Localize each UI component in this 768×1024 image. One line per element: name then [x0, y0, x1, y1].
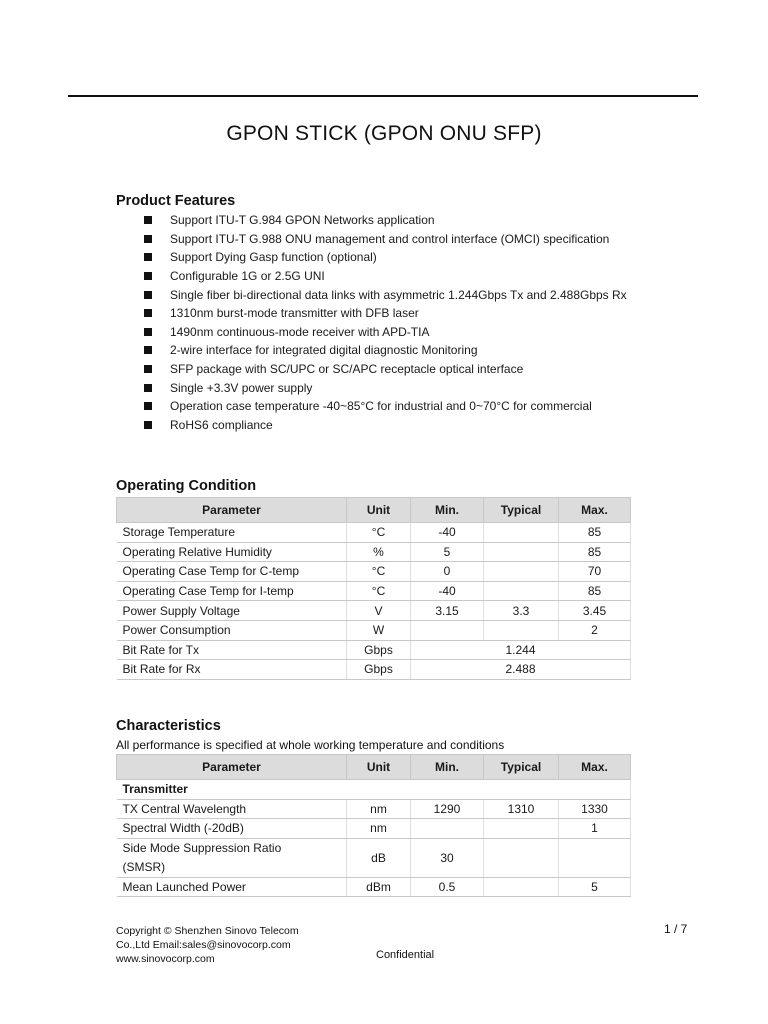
- copyright-line-1: Copyright © Shenzhen Sinovo Telecom: [116, 925, 299, 937]
- unit-cell: °C: [347, 562, 411, 582]
- min-cell: 1290: [411, 799, 484, 819]
- feature-item: [144, 323, 627, 342]
- feature-item: [144, 378, 627, 397]
- table-row: [117, 601, 631, 621]
- table-row: [117, 819, 631, 839]
- feature-item: [144, 360, 627, 379]
- parameter-cell: [117, 838, 347, 877]
- operating-condition-heading: Operating Condition: [116, 478, 257, 494]
- unit-cell: °C: [347, 581, 411, 601]
- typical-cell: [484, 542, 559, 562]
- max-cell: 70: [559, 562, 631, 582]
- table-header-row: [117, 755, 631, 780]
- header-min: Min.: [411, 755, 484, 780]
- header-max: Max.: [559, 498, 631, 523]
- table-header-row: [117, 498, 631, 523]
- square-bullet-icon: [144, 328, 152, 336]
- transmitter-subheading-row: [117, 780, 631, 800]
- parameter-cell: Mean Launched Power: [117, 877, 347, 897]
- parameter-cell: Operating Relative Humidity: [117, 542, 347, 562]
- typical-cell: [484, 523, 559, 543]
- feature-item: [144, 285, 627, 304]
- table-row: [117, 660, 631, 680]
- unit-cell: Gbps: [347, 640, 411, 660]
- min-cell: [411, 819, 484, 839]
- table-row: [117, 640, 631, 660]
- square-bullet-icon: [144, 384, 152, 392]
- square-bullet-icon: [144, 291, 152, 299]
- max-cell: 85: [559, 542, 631, 562]
- feature-text: Configurable 1G or 2.5G UNI: [170, 269, 325, 284]
- min-cell: 5: [411, 542, 484, 562]
- table-row: [117, 838, 631, 877]
- document-title: GPON STICK (GPON ONU SFP): [226, 122, 542, 145]
- parameter-cell: Bit Rate for Rx: [117, 660, 347, 680]
- unit-cell: dB: [347, 838, 411, 877]
- product-features-heading: Product Features: [116, 193, 236, 209]
- header-parameter: Parameter: [117, 498, 347, 523]
- unit-cell: nm: [347, 799, 411, 819]
- footer-copyright: [116, 924, 299, 966]
- min-cell: -40: [411, 581, 484, 601]
- operating-condition-table: [116, 497, 631, 680]
- typical-cell: [484, 877, 559, 897]
- min-cell: 3.15: [411, 601, 484, 621]
- typical-cell: [484, 838, 559, 877]
- unit-cell: nm: [347, 819, 411, 839]
- square-bullet-icon: [144, 346, 152, 354]
- table-row: [117, 562, 631, 582]
- square-bullet-icon: [144, 253, 152, 261]
- feature-item: [144, 230, 627, 249]
- feature-text: 1490nm continuous-mode receiver with APD-TIA: [170, 324, 430, 339]
- feature-list: [144, 211, 627, 434]
- typical-cell: 1310: [484, 799, 559, 819]
- feature-text: Single +3.3V power supply: [170, 380, 313, 395]
- header-typical: Typical: [484, 755, 559, 780]
- parameter-cell: Bit Rate for Tx: [117, 640, 347, 660]
- min-cell: -40: [411, 523, 484, 543]
- square-bullet-icon: [144, 216, 152, 224]
- feature-text: Single fiber bi-directional data links with asymmetric 1.244Gbps Tx and 2.488Gbps Rx: [170, 287, 627, 302]
- feature-text: Operation case temperature -40~85°C for industrial and 0~70°C for commercial: [170, 399, 592, 414]
- min-cell: [411, 620, 484, 640]
- feature-text: Support ITU-T G.988 ONU management and control interface (OMCI) specification: [170, 231, 610, 246]
- max-cell: 2: [559, 620, 631, 640]
- max-cell: 3.45: [559, 601, 631, 621]
- typical-cell: [484, 581, 559, 601]
- value-cell: 2.488: [411, 660, 631, 680]
- top-rule: [68, 95, 698, 97]
- feature-item: [144, 267, 627, 286]
- min-cell: 30: [411, 838, 484, 877]
- feature-item: [144, 341, 627, 360]
- feature-text: RoHS6 compliance: [170, 417, 273, 432]
- unit-cell: %: [347, 542, 411, 562]
- typical-cell: 3.3: [484, 601, 559, 621]
- feature-text: Support Dying Gasp function (optional): [170, 250, 377, 265]
- characteristics-description: All performance is specified at whole working temperature and conditions: [116, 738, 505, 752]
- feature-item: [144, 304, 627, 323]
- feature-item: [144, 416, 627, 435]
- website-text: www.sinovocorp.com: [116, 953, 215, 965]
- typical-cell: [484, 620, 559, 640]
- feature-item: [144, 397, 627, 416]
- max-cell: 85: [559, 581, 631, 601]
- feature-text: 2-wire interface for integrated digital diagnostic Monitoring: [170, 343, 478, 358]
- characteristics-table: [116, 754, 631, 897]
- feature-item: [144, 211, 627, 230]
- square-bullet-icon: [144, 365, 152, 373]
- min-cell: 0.5: [411, 877, 484, 897]
- table-row: [117, 581, 631, 601]
- parameter-cell: Storage Temperature: [117, 523, 347, 543]
- feature-text: 1310nm burst-mode transmitter with DFB laser: [170, 306, 419, 321]
- max-cell: 1: [559, 819, 631, 839]
- table-row: [117, 542, 631, 562]
- unit-cell: W: [347, 620, 411, 640]
- table-row: [117, 620, 631, 640]
- parameter-cell: Operating Case Temp for I-temp: [117, 581, 347, 601]
- page-number: 1 / 7: [664, 922, 688, 936]
- min-cell: 0: [411, 562, 484, 582]
- smsr-label-line-2: (SMSR): [122, 859, 166, 874]
- square-bullet-icon: [144, 421, 152, 429]
- header-max: Max.: [559, 755, 631, 780]
- transmitter-subheading: Transmitter: [117, 780, 631, 800]
- value-cell: 1.244: [411, 640, 631, 660]
- table-row: [117, 877, 631, 897]
- table-row: [117, 523, 631, 543]
- square-bullet-icon: [144, 309, 152, 317]
- feature-item: [144, 248, 627, 267]
- parameter-cell: Power Consumption: [117, 620, 347, 640]
- table-row: [117, 799, 631, 819]
- feature-text: Support ITU-T G.984 GPON Networks application: [170, 213, 435, 228]
- parameter-cell: Power Supply Voltage: [117, 601, 347, 621]
- unit-cell: V: [347, 601, 411, 621]
- header-typical: Typical: [484, 498, 559, 523]
- unit-cell: dBm: [347, 877, 411, 897]
- square-bullet-icon: [144, 272, 152, 280]
- feature-text: SFP package with SC/UPC or SC/APC receptacle optical interface: [170, 362, 524, 377]
- square-bullet-icon: [144, 402, 152, 410]
- header-min: Min.: [411, 498, 484, 523]
- parameter-cell: Spectral Width (-20dB): [117, 819, 347, 839]
- header-unit: Unit: [347, 755, 411, 780]
- max-cell: 1330: [559, 799, 631, 819]
- typical-cell: [484, 562, 559, 582]
- header-parameter: Parameter: [117, 755, 347, 780]
- max-cell: 85: [559, 523, 631, 543]
- typical-cell: [484, 819, 559, 839]
- copyright-line-2: Co.,Ltd Email:sales@sinovocorp.com: [116, 939, 291, 951]
- characteristics-heading: Characteristics: [116, 718, 221, 734]
- unit-cell: °C: [347, 523, 411, 543]
- max-cell: [559, 838, 631, 877]
- max-cell: 5: [559, 877, 631, 897]
- smsr-label-line-1: Side Mode Suppression Ratio: [122, 840, 282, 855]
- square-bullet-icon: [144, 235, 152, 243]
- header-unit: Unit: [347, 498, 411, 523]
- confidential-label: Confidential: [376, 949, 435, 961]
- parameter-cell: Operating Case Temp for C-temp: [117, 562, 347, 582]
- unit-cell: Gbps: [347, 660, 411, 680]
- parameter-cell: TX Central Wavelength: [117, 799, 347, 819]
